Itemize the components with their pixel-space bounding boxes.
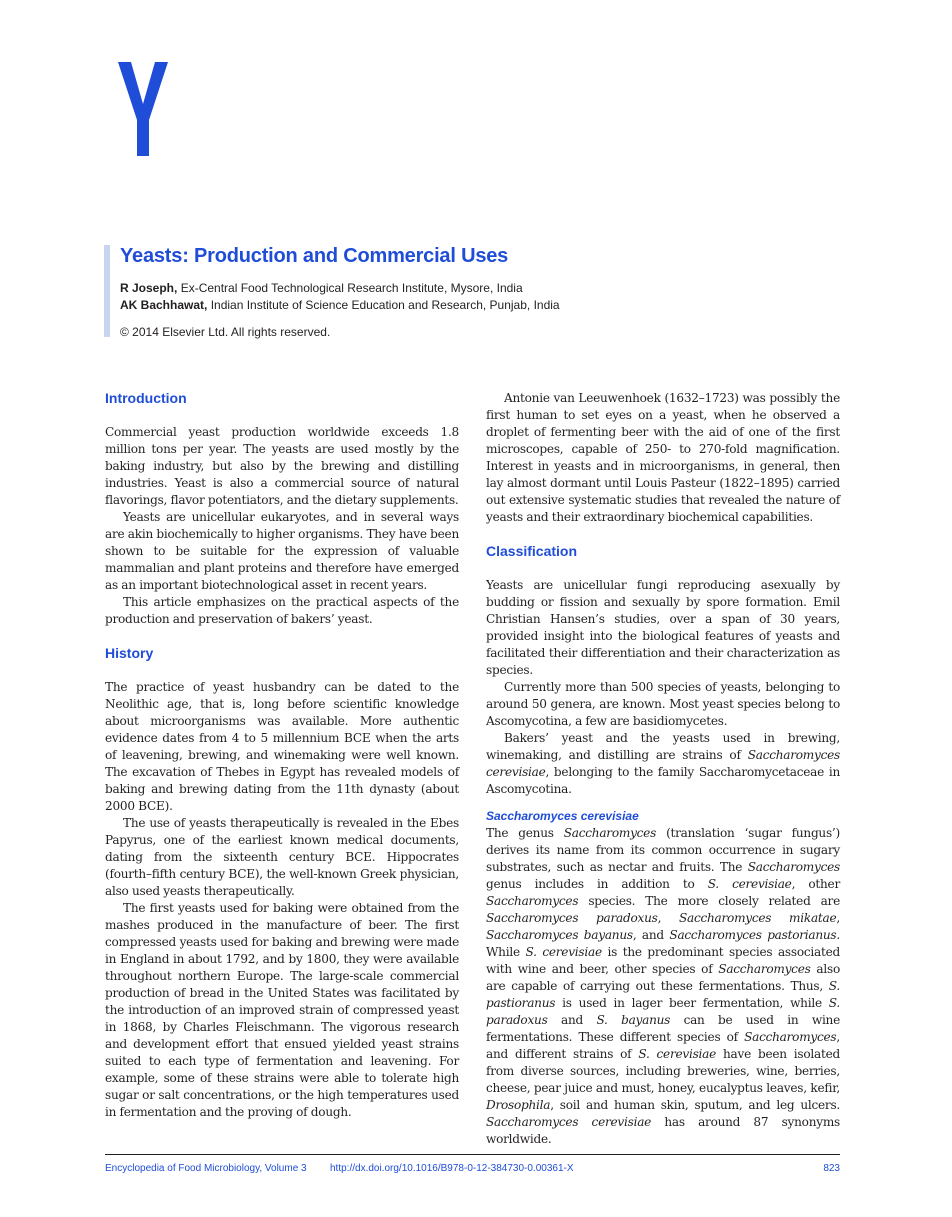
- author-name: AK Bachhawat,: [120, 298, 208, 312]
- article-title: Yeasts: Production and Commercial Uses: [120, 245, 509, 267]
- right-column: [486, 390, 840, 1148]
- classification-paragraph: Bakers’ yeast and the yeasts used in brewing, winemaking, and distilling are strains of Saccharomyces cerevisiae, belonging to the family Saccharomycetaceae in Ascomycotina.: [486, 731, 840, 796]
- section-letter: [118, 62, 168, 162]
- author-affiliation: Ex-Central Food Technological Research Institute, Mysore, India: [177, 281, 523, 295]
- introduction-paragraph: This article emphasizes on the practical aspects of the production and preservation of bakers’ yeast.: [105, 595, 459, 626]
- title-accent-bar: [104, 245, 110, 337]
- section-heading-history: History: [105, 645, 154, 661]
- footer-rule: [105, 1154, 840, 1155]
- history-paragraph: The first yeasts used for baking were obtained from the mashes produced in the manufacture of beer. The first compressed yeasts used for baking and brewing were made in England in about 1792, and by 1800, they were available throughout northern Europe. The large-scale commercial production of bread in the United States was facilitated by the introduction of an improved strain of compressed yeast in 1868, by Charles Fleischmann. The vigorous research and development effort that ensued yielded yeast strains suited to each type of fermentation and leavening. For example, some of these strains were able to tolerate high sugar or salt concentrations, or the high temperatures used in fermentation and the proving of dough.: [105, 901, 459, 1119]
- section-heading-classification: Classification: [486, 543, 578, 559]
- classification-paragraph: Currently more than 500 species of yeasts, belonging to around 50 genera, are known. Most yeast species belong to Ascomycotina, a few are basidiomycetes.: [486, 680, 840, 728]
- introduction-paragraph: Commercial yeast production worldwide exceeds 1.8 million tons per year. The yeasts are used mostly by the baking industry, but also by the brewing and distilling industries. Yeast is also a commercial source of natural flavorings, flavor potentiators, and the dietary supplements.: [105, 425, 459, 507]
- footer-page-number: 823: [823, 1163, 840, 1174]
- author-line-1: [120, 281, 523, 295]
- left-column: [105, 390, 459, 1121]
- author-line-2: [120, 298, 560, 312]
- classification-paragraph: Yeasts are unicellular fungi reproducing asexually by budding or fission and sexually by spore formation. Emil Christian Hansen’s studies, over a span of 30 years, provided insight into the biological features of yeasts and facilitated their differentiation and their characterization as species.: [486, 578, 840, 677]
- footer-doi-link[interactable]: http://dx.doi.org/10.1016/B978-0-12-384730-0.00361-X: [330, 1163, 574, 1174]
- author-name: R Joseph,: [120, 281, 178, 295]
- saccharomyces-paragraph: The genus Saccharomyces (translation ‘sugar fungus’) derives its name from its common occurrence in sugary substrates, such as nectar and fruits. The Saccharomyces genus includes in addition to S. cerevisiae, other Saccharomyces species. The more closely related are Saccharomyces paradoxus, Saccharomyces mikatae, Saccharomyces bayanus, and Saccharomyces pastorianus. While S. cerevisiae is the predominant species associated with wine and beer, other species of Saccharomyces also are capable of carrying out these fermentations. Thus, S. pastioranus is used in lager beer fermentation, while S. paradoxus and S. bayanus can be used in wine fermentations. These different species of Saccharomyces, and different strains of S. cerevisiae have been isolated from diverse sources, including breweries, wine, berries, cheese, pear juice and must, honey, eucalyptus leaves, kefir, Drosophila, soil and human skin, sputum, and leg ulcers. Saccharomyces cerevisiae has around 87 synonyms worldwide.: [486, 826, 841, 1146]
- history-paragraph: The practice of yeast husbandry can be dated to the Neolithic age, that is, long before scientific knowledge about microorganisms was available. More authentic evidence dates from 4 to 5 millennium BCE when the arts of leavening, brewing, and winemaking were well known. The excavation of Thebes in Egypt has revealed models of baking and brewing dating from the 11th dynasty (about 2000 BCE).: [105, 680, 459, 813]
- author-affiliation: Indian Institute of Science Education and Research, Punjab, India: [207, 298, 560, 312]
- subsection-heading-saccharomyces: Saccharomyces cerevisiae: [486, 809, 639, 823]
- footer-journal: Encyclopedia of Food Microbiology, Volume 3: [105, 1163, 307, 1174]
- history-paragraph: The use of yeasts therapeutically is revealed in the Ebes Papyrus, one of the earliest known medical documents, dating from the sixteenth century BCE. Hippocrates (fourth–fifth century BCE), the well-known Greek physician, also used yeasts therapeutically.: [105, 816, 459, 898]
- section-heading-introduction: Introduction: [105, 390, 187, 406]
- introduction-paragraph: Yeasts are unicellular eukaryotes, and in several ways are akin biochemically to higher organisms. They have been shown to be suitable for the expression of valuable mammalian and plant proteins and therefore have emerged as an important biotechnological asset in recent years.: [105, 510, 459, 592]
- copyright-notice: © 2014 Elsevier Ltd. All rights reserved.: [120, 325, 331, 339]
- history-continued-paragraph: Antonie van Leeuwenhoek (1632–1723) was possibly the first human to set eyes on a yeast, when he observed a droplet of fermenting beer with the aid of one of the first microscopes, capable of 250- to 270-fold magnification. Interest in yeasts and in microorganisms, in general, then lay almost dormant until Louis Pasteur (1822–1895) carried out extensive systematic studies that revealed the nature of yeasts and their extraordinary biochemical capabilities.: [486, 391, 840, 524]
